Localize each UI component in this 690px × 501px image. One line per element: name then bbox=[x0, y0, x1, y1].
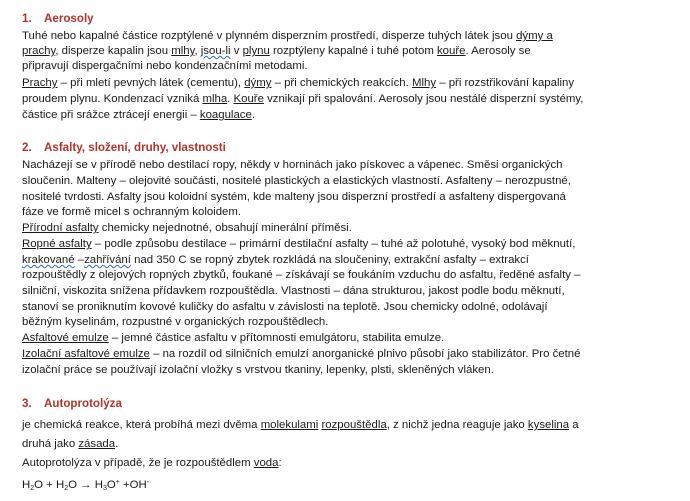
hyperlink[interactable]: Ropné asfalty bbox=[22, 238, 92, 250]
heading-autoprotolyza: 3. Autoprotolýza bbox=[22, 397, 122, 410]
paragraph-line: sloučenin. Malteny – olejovité součásti, nositelé plastických a elastických vlastností. Asfalteny – nerozpustné, bbox=[22, 175, 571, 187]
paragraph-line: krakované –zahřívání nad 350 C se ropný zbytek rozkládá na sloučeniny, extrakční asfalty – extrakcí bbox=[22, 254, 529, 266]
paragraph-line: Prachy – při mletí pevných látek (cementu), dýmy – při chemických reakcích. Mlhy – při rozstřikování kapaliny bbox=[22, 77, 575, 89]
hyperlink[interactable]: mlhy bbox=[171, 45, 195, 57]
hyperlink[interactable]: kyselina bbox=[527, 419, 570, 431]
paragraph-line: částice při srážce ztrácejí energii – koagulace. bbox=[22, 109, 255, 121]
hyperlink[interactable]: Přírodní asfalty bbox=[22, 222, 99, 234]
paragraph-line: rozpouštědly z olejových ropných zbytků, foukané – získávají se foukáním vzduchu do asfaltu, ředěné asfalty – bbox=[22, 269, 581, 281]
hyperlink[interactable]: mlha bbox=[202, 93, 228, 105]
paragraph-line: Autoprotolýza v případě, že je rozpouštědlem voda: bbox=[22, 457, 282, 469]
paragraph-line: Nacházejí se v přírodě nebo destilací ropy, někdy v horninách jako pískovec a vápenec. Směsi organických bbox=[22, 159, 563, 171]
paragraph-line: připravují dispergačními nebo kondenzačními metodami. bbox=[22, 60, 308, 72]
paragraph-line: stanoví se proniknutím kovové kuličky do asfaltu v závislosti na teplotě. Jsou chemicky odolné, odolávají bbox=[22, 301, 548, 313]
chemical-equation: $H_2O + H_2O \to H_3O^+ +OH^-$ bbox=[22, 479, 150, 492]
hyperlink[interactable]: kouře bbox=[436, 45, 466, 57]
paragraph-line: silniční, viskozita snížena přídavkem rozpouštědla. Vlastnosti – dána strukturou, jakost podle bodu měknutí, bbox=[22, 285, 565, 297]
paragraph-line: fáze ve formě micel s ochranným koloidem. bbox=[22, 206, 242, 218]
spellcheck-word: krakované bbox=[22, 254, 75, 266]
hyperlink[interactable]: Asfaltové emulze bbox=[22, 332, 109, 344]
paragraph-line: prachy, disperze kapalin jsou mlhy, jsou-li v plynu rozptýleny kapalné i tuhé potom kouře. Aerosoly se bbox=[22, 45, 531, 57]
hyperlink[interactable]: prachy bbox=[22, 45, 56, 57]
hyperlink[interactable]: zásada bbox=[78, 438, 116, 450]
hyperlink[interactable]: dýmy bbox=[244, 77, 272, 89]
paragraph-line: Ropné asfalty – podle způsobu destilace – primární destilační asfalty – tuhé až polotuhé, vysoký bod měknutí, bbox=[22, 238, 576, 250]
paragraph-line: nositelé tvrdosti. Asfalty jsou koloidní systém, kde malteny jsou disperzní prostředí a asfalteny dispergovaná bbox=[22, 191, 566, 203]
hyperlink[interactable]: Mlhy bbox=[411, 77, 437, 89]
paragraph-line: je chemická reakce, která probíhá mezi dvěma molekulami rozpouštědla, z nichž jedna reaguje jako kyselina a bbox=[22, 419, 579, 431]
hyperlink[interactable]: Prachy bbox=[22, 77, 58, 89]
hyperlink[interactable]: voda bbox=[253, 457, 279, 469]
paragraph-line: druhá jako zásada. bbox=[22, 438, 119, 450]
spellcheck-word: jsou-li bbox=[200, 45, 231, 57]
hyperlink[interactable]: koagulace bbox=[199, 109, 252, 121]
paragraph-line: běžným kyselinám, rozpustné v organických rozpouštědlech. bbox=[22, 316, 329, 328]
paragraph-line: Asfaltové emulze – jemné částice asfaltu v přítomnosti emulgátoru, stabilita emulze. bbox=[22, 332, 445, 344]
hyperlink[interactable]: Kouře bbox=[233, 93, 264, 105]
paragraph-line: proudem plynu. Kondenzací vzniká mlha. Kouře vznikají při spalování. Aerosoly jsou nestálé disperzní systémy, bbox=[22, 93, 584, 105]
hyperlink[interactable]: plynu bbox=[242, 45, 270, 57]
hyperlink[interactable]: dýmy a bbox=[516, 30, 553, 42]
hyperlink[interactable]: molekulami bbox=[260, 419, 319, 431]
hyperlink[interactable]: rozpouštědla bbox=[321, 419, 387, 431]
paragraph-line: Přírodní asfalty chemicky nejednotné, obsahují minerální příměsi. bbox=[22, 222, 352, 234]
hyperlink[interactable]: Izolační asfaltové emulze bbox=[22, 348, 150, 360]
paragraph-line: Izolační asfaltové emulze – na rozdíl od silničních emulzí anorganické plnivo působí jako stabilizátor. Pro četné bbox=[22, 348, 581, 360]
heading-asfalty: 2. Asfalty, složení, druhy, vlastnosti bbox=[22, 141, 226, 154]
paragraph-line: izolační práce se používají izolační vložky s vrstvou tkaniny, lepenky, plsti, skleněných vláken. bbox=[22, 364, 494, 376]
paragraph-line: Tuhé nebo kapalné částice rozptýlené v plynném disperzním prostředí, disperze tuhých látek jsou dýmy a bbox=[22, 30, 553, 42]
spellcheck-word: zahřívání bbox=[84, 254, 131, 266]
heading-aerosoly: 1. Aerosoly bbox=[22, 12, 94, 25]
